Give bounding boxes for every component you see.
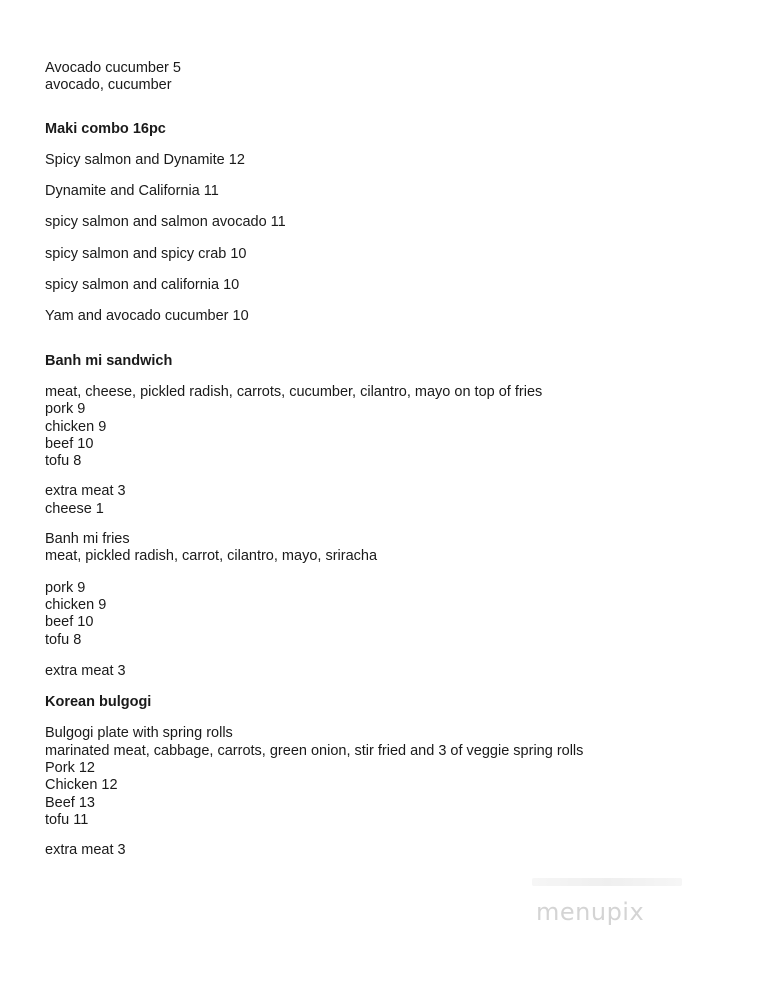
banh-mi-heading: Banh mi sandwich — [45, 352, 173, 369]
maki-item: Spicy salmon and Dynamite 12 — [45, 151, 245, 168]
banh-mi-desc: meat, cheese, pickled radish, carrots, cucumber, cilantro, mayo on top of fries — [45, 383, 543, 400]
menu-page — [45, 60, 735, 860]
banh-mi-option: pork 9 — [45, 401, 86, 418]
banh-mi-fries-title: Banh mi fries — [45, 531, 130, 548]
banh-mi-option: chicken 9 — [45, 418, 107, 435]
bulgogi-option: Pork 12 — [45, 760, 95, 777]
bulgogi-option: Chicken 12 — [45, 777, 118, 794]
maki-item: spicy salmon and salmon avocado 11 — [45, 214, 286, 231]
banh-mi-extra: extra meat 3 — [45, 483, 126, 500]
banh-mi-fries-option: chicken 9 — [45, 596, 107, 613]
watermark-bar — [532, 878, 682, 886]
maki-combo-heading: Maki combo 16pc — [45, 120, 166, 137]
avocado-cucumber-title: Avocado cucumber 5 — [45, 60, 181, 76]
bulgogi-option: Beef 13 — [45, 794, 95, 811]
banh-mi-fries-option: pork 9 — [45, 579, 86, 596]
menupix-watermark: menupix — [536, 898, 645, 926]
maki-item: Dynamite and California 11 — [45, 183, 219, 200]
bulgogi-extra: extra meat 3 — [45, 842, 126, 859]
maki-item: spicy salmon and spicy crab 10 — [45, 245, 247, 262]
maki-item: spicy salmon and california 10 — [45, 277, 240, 294]
banh-mi-extra: cheese 1 — [45, 500, 104, 517]
banh-mi-fries-desc: meat, pickled radish, carrot, cilantro, mayo, sriracha — [45, 548, 378, 565]
bulgogi-heading: Korean bulgogi — [45, 694, 152, 711]
bulgogi-option: tofu 11 — [45, 811, 89, 828]
bulgogi-desc: marinated meat, cabbage, carrots, green onion, stir fried and 3 of veggie spring rolls — [45, 742, 584, 759]
banh-mi-fries-option: tofu 8 — [45, 631, 82, 648]
maki-item: Yam and avocado cucumber 10 — [45, 308, 249, 325]
banh-mi-option: tofu 8 — [45, 453, 82, 470]
banh-mi-option: beef 10 — [45, 435, 94, 452]
bulgogi-title: Bulgogi plate with spring rolls — [45, 725, 233, 742]
banh-mi-fries-option: beef 10 — [45, 614, 94, 631]
avocado-cucumber-desc: avocado, cucumber — [45, 77, 172, 94]
banh-mi-fries-extra: extra meat 3 — [45, 662, 126, 679]
